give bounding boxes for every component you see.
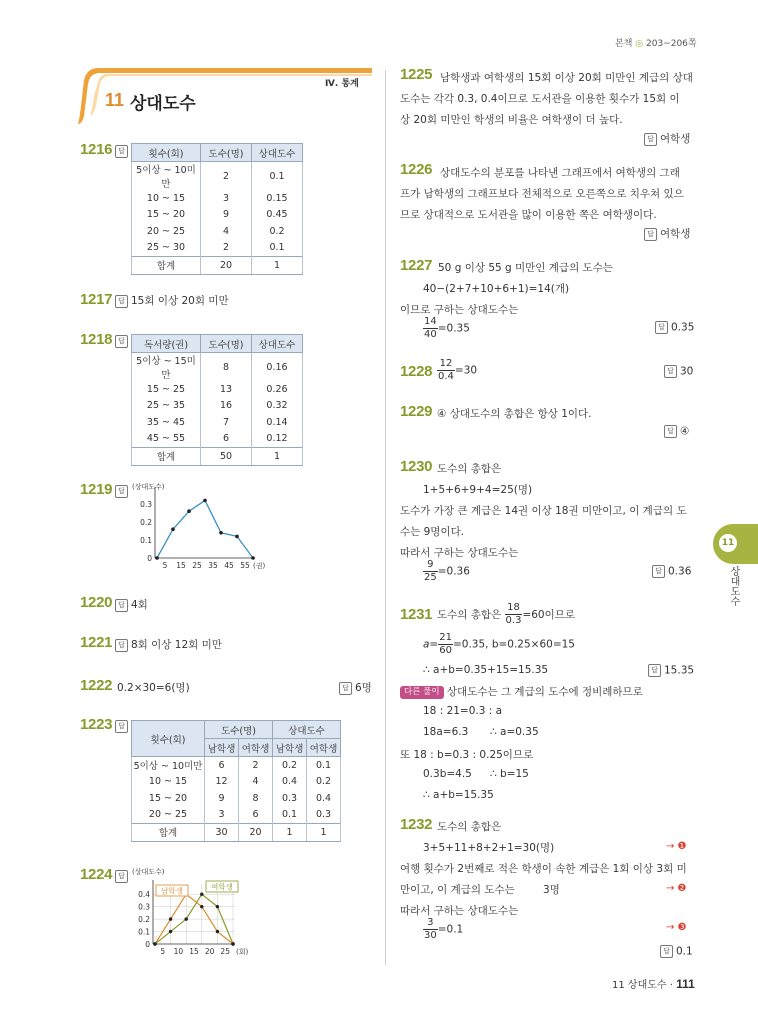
solution-text: =0.35, b=0.25×60=15 <box>452 638 575 651</box>
answer-line <box>664 365 693 378</box>
table-cell: 1 <box>252 448 303 466</box>
solution-text: 상대도수는 그 계급의 도수에 정비례하므로 <box>446 686 643 698</box>
fraction <box>438 632 453 657</box>
answer-text: 15.35 <box>664 664 695 677</box>
table-cell: 합계 <box>132 824 205 842</box>
table-cell: 1 <box>307 824 341 842</box>
fraction-expression <box>437 358 477 383</box>
table-cell: 0.15 <box>252 190 303 207</box>
fraction <box>423 917 438 942</box>
solution-line: 도수가 가장 큰 계급은 14권 이상 18권 미만이고, 이 계급의 도 <box>400 505 687 517</box>
series-label: 여학생 <box>211 882 233 892</box>
data-point <box>169 930 172 933</box>
solution-line: 므로 상대적으로 도서관을 많이 이용한 쪽은 여학생이다. <box>400 209 657 221</box>
table-header: 상대도수 <box>252 144 303 162</box>
table-cell: 0.1 <box>273 807 307 824</box>
relative-frequency-chart-1219 <box>128 480 268 576</box>
answer-mark-icon: 답 <box>660 945 673 958</box>
data-point <box>251 556 255 560</box>
problem-number: 1226 <box>400 161 433 178</box>
y-tick-label: 0 <box>147 554 152 563</box>
answer-line <box>660 945 693 958</box>
x-tick-label: 20 <box>204 947 215 956</box>
x-tick-label: 5 <box>160 947 166 956</box>
solution-line: 도수의 총합은 <box>437 821 502 833</box>
table-cell: 13 <box>201 381 252 398</box>
denominator: 0.3 <box>505 615 522 626</box>
solution-line: 도수의 총합은 <box>437 463 502 475</box>
alternative-solution-badge: 다른 풀이 <box>400 686 444 699</box>
scoring-step-1: → ❶ <box>666 841 687 852</box>
solution-line: 따라서 구하는 상대도수는 <box>400 905 519 917</box>
y-tick-label: 0.4 <box>138 890 150 900</box>
solution-text: a= <box>423 638 439 651</box>
answer-mark-icon: 답 <box>644 133 657 146</box>
fraction-result: =30 <box>454 364 478 377</box>
data-point <box>155 556 159 560</box>
answer-mark-icon: 답 <box>644 228 657 241</box>
answer-mark-icon: 답 <box>115 295 128 308</box>
answer-mark-icon: 답 <box>648 664 661 677</box>
table-cell: 5이상 ~ 10미만 <box>132 757 205 774</box>
solution-line: 또 18 : b=0.3 : 0.25이므로 <box>400 749 534 761</box>
table-cell: 9 <box>201 207 252 224</box>
data-point <box>153 942 156 945</box>
y-tick-label: 0.1 <box>140 536 152 545</box>
x-tick-label: 25 <box>220 947 230 956</box>
table-header: 상대도수 <box>273 721 341 739</box>
answer-text: 0.36 <box>668 565 692 578</box>
page-reference-label: 본책 <box>615 39 633 49</box>
table-header: 독서량(권) <box>132 335 201 353</box>
table-cell: 15 ~ 25 <box>132 381 201 398</box>
problem-number: 1227 <box>400 257 433 274</box>
table-header: 도수(명) <box>205 721 273 739</box>
x-tick-label: 35 <box>208 561 218 570</box>
data-point <box>200 893 203 896</box>
table-header: 횟수(회) <box>132 721 205 757</box>
table-cell: 16 <box>201 398 252 415</box>
side-tab-label: 상대도수 <box>728 566 739 606</box>
table-cell: 0.12 <box>252 431 303 448</box>
solution-line: 1+5+6+9+4=25(명) <box>423 484 533 496</box>
data-point <box>171 527 175 531</box>
y-axis-label: (상대도수) <box>132 868 165 876</box>
table-cell: 0.3 <box>273 790 307 807</box>
table-cell: 20 ~ 25 <box>132 807 205 824</box>
y-tick-label: 0.2 <box>138 915 150 925</box>
table-cell: 0.2 <box>273 757 307 774</box>
numerator: 3 <box>423 917 438 930</box>
table-cell: 0.32 <box>252 398 303 415</box>
x-tick-label: 55 <box>240 561 250 570</box>
denominator: 60 <box>439 645 452 656</box>
answer-line <box>664 425 689 438</box>
data-point <box>231 942 234 945</box>
answer-mark-icon: 답 <box>664 365 677 378</box>
table-cell: 0.4 <box>273 774 307 791</box>
solution-line: ∴ a+b=15.35 <box>423 789 494 801</box>
answer-mark-icon: 답 <box>115 720 128 733</box>
denominator: 40 <box>424 329 437 340</box>
bullet-icon: ◎ <box>635 39 644 49</box>
answer-text: 15회 이상 20회 미만 <box>131 295 229 307</box>
numerator: 9 <box>423 559 438 572</box>
x-tick-label: 45 <box>224 561 234 570</box>
solution-line: 이므로 구하는 상대도수는 <box>400 304 519 316</box>
answer-text: ④ <box>680 425 690 438</box>
x-axis-label: (권) <box>253 562 266 570</box>
fraction <box>505 602 523 627</box>
x-tick-label: 15 <box>189 947 199 956</box>
fraction-expression <box>423 316 470 341</box>
table-cell: 9 <box>205 790 239 807</box>
fraction <box>437 358 455 383</box>
table-cell: 45 ~ 55 <box>132 431 201 448</box>
table-cell: 3 <box>205 807 239 824</box>
alternative-solution <box>400 684 643 699</box>
problem-number: 1222 <box>80 677 113 694</box>
solution-line: 도수는 각각 0.3, 0.4이므로 도서관을 이용한 횟수가 15회 이 <box>400 93 680 105</box>
x-tick-label: 15 <box>176 561 186 570</box>
data-point <box>216 930 219 933</box>
answer-mark-icon: 답 <box>115 485 128 498</box>
solution-line: 0.3b=4.5 <box>423 768 472 780</box>
scoring-step-3: → ❸ <box>666 922 687 933</box>
page-reference <box>615 36 697 49</box>
table-cell: 8 <box>201 353 252 382</box>
chapter-number: 11 <box>105 90 125 110</box>
table-cell: 15 ~ 20 <box>132 207 201 224</box>
answer-text: 0.35 <box>671 321 695 334</box>
answer-mark-icon: 답 <box>655 321 668 334</box>
table-cell: 0.2 <box>307 774 341 791</box>
data-point <box>169 917 172 920</box>
fraction <box>423 316 438 341</box>
answer-line <box>644 131 690 146</box>
solution-line: 프가 남학생의 그래프보다 전체적으로 오른쪽으로 치우쳐 있으 <box>400 188 684 200</box>
relative-frequency-chart-1224 <box>128 866 278 958</box>
table-cell: 25 ~ 30 <box>132 240 201 257</box>
scoring-step-2: → ❷ <box>666 883 687 894</box>
table-cell: 0.2 <box>252 223 303 240</box>
answer-mark-icon: 답 <box>652 565 665 578</box>
table-cell: 6 <box>205 757 239 774</box>
problem-number: 1216 <box>80 141 113 158</box>
data-point <box>235 535 239 539</box>
table-cell: 50 <box>201 448 252 466</box>
denominator: 0.4 <box>438 371 454 382</box>
problem-number: 1220 <box>80 594 113 611</box>
data-point <box>219 531 223 535</box>
frequency-table-1218 <box>131 334 303 466</box>
problem-number: 1230 <box>400 458 433 475</box>
table-cell: 6 <box>239 807 273 824</box>
y-tick-label: 0 <box>145 940 150 949</box>
table-cell: 합계 <box>132 257 201 275</box>
table-cell: 2 <box>201 162 252 191</box>
column-divider <box>385 70 386 965</box>
frequency-table-1216 <box>131 143 303 275</box>
answer-line <box>655 321 694 334</box>
table-cell: 1 <box>273 824 307 842</box>
table-cell: 15 ~ 20 <box>132 790 205 807</box>
y-tick-label: 0.2 <box>140 518 152 527</box>
solution-text: =60이므로 <box>522 609 576 621</box>
solution-line: 상대도수의 분포를 나타낸 그래프에서 여학생의 그래 <box>440 167 680 179</box>
table-cell: 5이상 ~ 10미만 <box>132 162 201 191</box>
answer-text: 6명 <box>355 682 372 694</box>
solution-line: ∴ a=0.35 <box>490 726 539 738</box>
solution-line: 3+5+11+8+2+1=30(명) <box>423 842 555 854</box>
answer-line <box>644 226 690 241</box>
side-tab <box>713 524 758 564</box>
problem-number: 1224 <box>80 866 113 883</box>
numerator: 21 <box>439 632 452 643</box>
solution-line: 0.2×30=6(명) <box>117 682 190 694</box>
fraction-result: =0.1 <box>437 923 464 936</box>
solution-line: 수는 9명이다. <box>400 526 465 538</box>
table-cell: 5이상 ~ 15미만 <box>132 353 201 382</box>
answer-line <box>652 565 691 578</box>
table-cell: 10 ~ 15 <box>132 774 205 791</box>
fraction-result: =0.35 <box>437 322 470 335</box>
chapter-title: 상대도수 <box>130 94 196 114</box>
problem-number: 1228 <box>400 363 433 380</box>
table-header: 여학생 <box>307 739 341 757</box>
table-cell: 8 <box>239 790 273 807</box>
x-axis-label: (회) <box>236 948 249 956</box>
answer-text: 여학생 <box>660 133 691 145</box>
denominator: 30 <box>424 930 437 941</box>
numerator: 12 <box>437 358 455 371</box>
data-point <box>185 917 188 920</box>
answer-line <box>115 597 148 612</box>
table-cell: 7 <box>201 414 252 431</box>
problem-number: 1229 <box>400 403 433 420</box>
solution-text: 도수의 총합은 <box>437 609 502 621</box>
data-point <box>187 509 191 513</box>
answer-text: 여학생 <box>660 228 691 240</box>
solution-line: 18a=6.3 <box>423 726 469 738</box>
table-header: 도수(명) <box>201 335 252 353</box>
table-cell: 20 <box>239 824 273 842</box>
footer-text: 11 상대도수 · <box>612 980 673 991</box>
problem-number: 1223 <box>80 716 113 733</box>
table-cell: 0.1 <box>252 162 303 191</box>
answer-mark-icon: 답 <box>115 335 128 348</box>
answer-mark-icon: 답 <box>339 682 352 695</box>
table-cell: 10 ~ 15 <box>132 190 201 207</box>
table-cell: 20 ~ 25 <box>132 223 201 240</box>
problem-number: 1219 <box>80 481 113 498</box>
data-point <box>216 905 219 908</box>
answer-line <box>115 293 229 308</box>
solution-line <box>423 632 575 657</box>
answer-mark-icon: 답 <box>115 145 128 158</box>
fraction <box>423 559 438 584</box>
solution-line <box>437 602 575 627</box>
table-cell: 6 <box>201 431 252 448</box>
table-header: 남학생 <box>273 739 307 757</box>
solution-line: ∴ b=15 <box>490 768 529 780</box>
solution-line: 여행 횟수가 2번째로 적은 학생이 속한 계급은 1회 이상 3회 미 <box>400 863 687 875</box>
table-cell: 25 ~ 35 <box>132 398 201 415</box>
table-header: 횟수(회) <box>132 144 201 162</box>
solution-line: 40−(2+7+10+6+1)=14(개) <box>423 283 570 295</box>
answer-mark-icon: 답 <box>115 870 128 883</box>
problem-number: 1217 <box>80 291 113 308</box>
fraction-expression <box>423 559 470 584</box>
solution-line: 상 20회 미만인 학생의 비율은 여학생이 더 높다. <box>400 114 623 126</box>
solution-line: 18 : 21=0.3 : a <box>423 705 503 717</box>
page-reference-pages: 203~206쪽 <box>646 39 697 49</box>
table-cell: 3 <box>201 190 252 207</box>
answer-line <box>115 637 222 652</box>
answer-line <box>648 664 694 677</box>
page-number: 111 <box>676 977 695 991</box>
table-cell: 4 <box>239 774 273 791</box>
table-header: 여학생 <box>239 739 273 757</box>
fraction-result: =0.36 <box>437 565 470 578</box>
answer-text: 30 <box>680 365 694 378</box>
data-point <box>203 499 207 503</box>
table-cell: 35 ~ 45 <box>132 414 201 431</box>
data-point <box>200 905 203 908</box>
answer-mark-icon: 답 <box>115 639 128 652</box>
solution-line: 50 g 이상 55 g 미만인 계급의 도수는 <box>438 262 613 274</box>
chapter-tag: Ⅳ. 통계 <box>325 79 359 89</box>
table-cell: 0.1 <box>307 757 341 774</box>
frequency-table-1223 <box>131 720 341 842</box>
table-cell: 12 <box>205 774 239 791</box>
denominator: 25 <box>424 572 437 583</box>
solution-line: 따라서 구하는 상대도수는 <box>400 547 519 559</box>
fraction-expression <box>423 917 463 942</box>
table-cell: 4 <box>201 223 252 240</box>
x-tick-label: 5 <box>162 561 168 570</box>
table-cell: 2 <box>239 757 273 774</box>
problem-number: 1232 <box>400 816 433 833</box>
problem-number: 1218 <box>80 331 113 348</box>
series-label: 남학생 <box>161 886 183 896</box>
y-tick-label: 0.1 <box>138 927 150 937</box>
table-cell: 30 <box>205 824 239 842</box>
table-cell: 0.4 <box>307 790 341 807</box>
numerator: 14 <box>424 316 437 327</box>
table-cell: 0.1 <box>252 240 303 257</box>
answer-mark-icon: 답 <box>115 599 128 612</box>
x-tick-label: 10 <box>173 947 184 956</box>
table-header: 도수(명) <box>201 144 252 162</box>
table-cell: 0.45 <box>252 207 303 224</box>
table-cell: 0.26 <box>252 381 303 398</box>
solution-line: 3명 <box>543 884 560 896</box>
solution-line: ④ 상대도수의 총합은 항상 1이다. <box>437 408 592 420</box>
table-cell: 2 <box>201 240 252 257</box>
table-cell: 20 <box>201 257 252 275</box>
table-cell: 0.3 <box>307 807 341 824</box>
answer-mark-icon: 답 <box>664 425 677 438</box>
table-cell: 합계 <box>132 448 201 466</box>
solution-line: 만이고, 이 계급의 도수는 <box>400 884 515 896</box>
table-cell: 1 <box>252 257 303 275</box>
side-tab-number: 11 <box>719 534 737 552</box>
table-header: 상대도수 <box>252 335 303 353</box>
solution-line: 남학생과 여학생의 15회 이상 20회 미만인 계급의 상대 <box>440 72 693 84</box>
table-cell: 0.14 <box>252 414 303 431</box>
answer-text: 8회 이상 12회 미만 <box>131 639 222 651</box>
problem-number: 1221 <box>80 634 113 651</box>
answer-text: 0.1 <box>676 945 693 958</box>
table-cell: 0.16 <box>252 353 303 382</box>
y-tick-label: 0.3 <box>140 500 152 509</box>
x-tick-label: 25 <box>192 561 202 570</box>
table-header: 남학생 <box>205 739 239 757</box>
y-axis-label: (상대도수) <box>132 483 165 491</box>
problem-number: 1231 <box>400 606 433 623</box>
problem-number: 1225 <box>400 66 433 83</box>
solution-line: ∴ a+b=0.35+15=15.35 <box>423 664 549 676</box>
y-tick-label: 0.3 <box>138 902 150 912</box>
page-footer <box>612 976 695 991</box>
numerator: 18 <box>505 602 523 615</box>
answer-line <box>339 680 372 695</box>
answer-text: 4회 <box>131 599 148 611</box>
